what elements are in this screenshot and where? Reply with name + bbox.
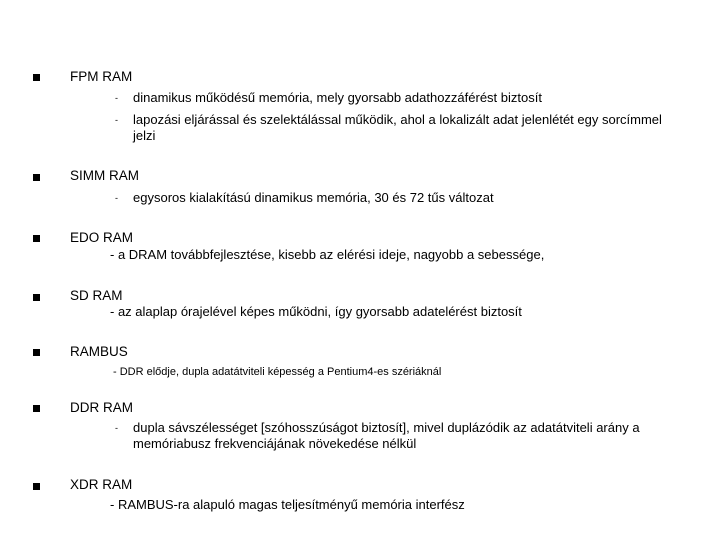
item-title-rambus: RAMBUS: [70, 344, 128, 359]
item-description: - RAMBUS-ra alapuló magas teljesítményű memória interfész: [110, 497, 465, 512]
item-description: - az alaplap órajelével képes működni, így gyorsabb adatelérést biztosít: [110, 304, 522, 319]
item-title-simm-ram: SIMM RAM: [70, 168, 139, 183]
item-description: - DDR elődje, dupla adatátviteli képesség a Pentium4-es szériáknál: [113, 366, 442, 378]
bullet-square-icon: [33, 235, 40, 242]
bullet-square-icon: [33, 349, 40, 356]
item-description: - a DRAM továbbfejlesztése, kisebb az elérési ideje, nagyobb a sebessége,: [110, 247, 545, 262]
bullet-square-icon: [33, 405, 40, 412]
bullet-square-icon: [33, 294, 40, 301]
dash-marker: -: [115, 115, 118, 125]
dash-marker: -: [115, 423, 118, 433]
bullet-square-icon: [33, 74, 40, 81]
sub-item-text: egysoros kialakítású dinamikus memória, 30 és 72 tűs változat: [133, 190, 494, 205]
item-title-ddr-ram: DDR RAM: [70, 400, 133, 415]
bullet-square-icon: [33, 483, 40, 490]
item-title-edo-ram: EDO RAM: [70, 230, 134, 245]
dash-marker: -: [115, 93, 118, 103]
sub-item-text: dupla sávszélességet [szóhosszúságot biztosít], mivel duplázódik az adatátviteli arány a memóriabusz frekvenciájának növekedése nélkül: [133, 420, 640, 451]
sub-item-text: lapozási eljárással és szelektálással működik, ahol a lokalizált adat jelenlétét egy sorcímmel jelzi: [133, 112, 662, 143]
item-title-sd-ram: SD RAM: [70, 288, 123, 303]
item-title-fpm-ram: FPM RAM: [70, 69, 133, 84]
sub-item-text: dinamikus működésű memória, mely gyorsabb adathozzáférést biztosít: [133, 90, 542, 105]
bullet-square-icon: [33, 174, 40, 181]
item-title-xdr-ram: XDR RAM: [70, 477, 133, 492]
dash-marker: -: [115, 193, 118, 203]
